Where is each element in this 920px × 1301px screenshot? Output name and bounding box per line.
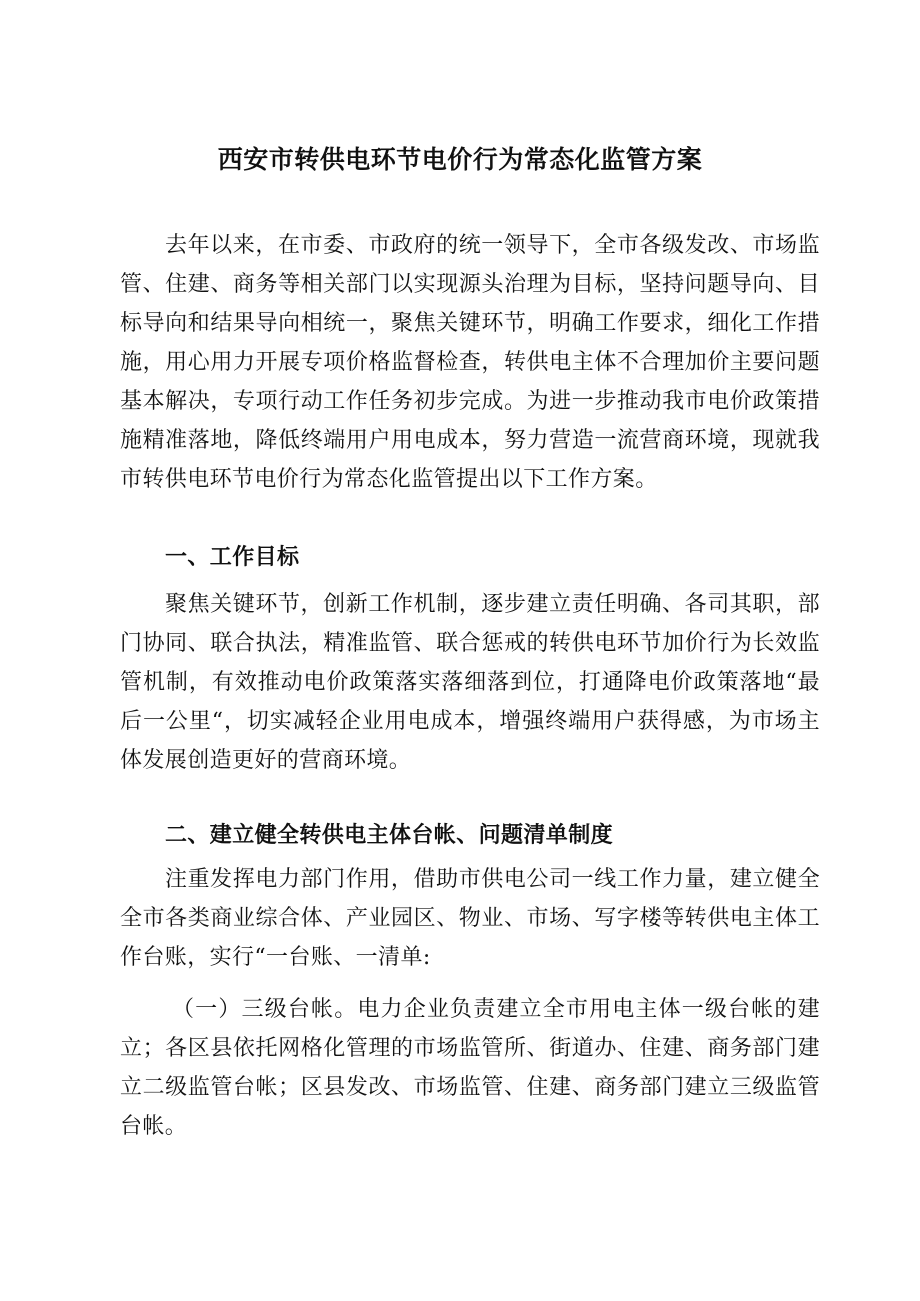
- section-paragraph: 注重发挥电力部门作用，借助市供电公司一线工作力量，建立健全全市各类商业综合体、产业园区、物业、市场、写字楼等转供电主体工作台账，实行“一台账、一清单:: [120, 867, 820, 970]
- intro-paragraph: 去年以来，在市委、市政府的统一领导下，全市各级发改、市场监管、住建、商务等相关部门以实现源头治理为目标，坚持问题导向、目标导向和结果导向相统一，聚焦关键环节，明确工作要求，细化工作措施，用心用力开展专项价格监督检查，转供电主体不合理加价主要问题基本解决，专项行动工作任务初步完成。为进一步推动我市电价政策措施精准落地，降低终端用户用电成本，努力营造一流营商环境，现就我市转供电环节电价行为常态化监管提出以下工作方案。: [120, 233, 820, 492]
- section-heading-ledger-system: 二、建立健全转供电主体台帐、问题清单制度: [165, 823, 614, 848]
- section-paragraph: 聚焦关键环节，创新工作机制，逐步建立责任明确、各司其职，部门协同、联合执法，精准监管、联合惩戒的转供电环节加价行为长效监管机制，有效推动电价政策落实落细落到位，打通降电价政策落地“最后一公里“，切实减轻企业用电成本，增强终端用户获得感，为市场主体发展创造更好的营商环境。: [120, 592, 820, 773]
- section-heading-work-goals: 一、工作目标: [165, 545, 300, 570]
- subsection-paragraph-three-level-ledger: （一）三级台帐。电力企业负责建立全市用电主体一级台帐的建立；各区县依托网格化管理的市场监管所、街道办、住建、商务部门建立二级监管台帐；区县发改、市场监管、住建、商务部门建立三级监管台帐。: [120, 997, 820, 1139]
- document-title: 西安市转供电环节电价行为常态化监管方案: [217, 145, 703, 174]
